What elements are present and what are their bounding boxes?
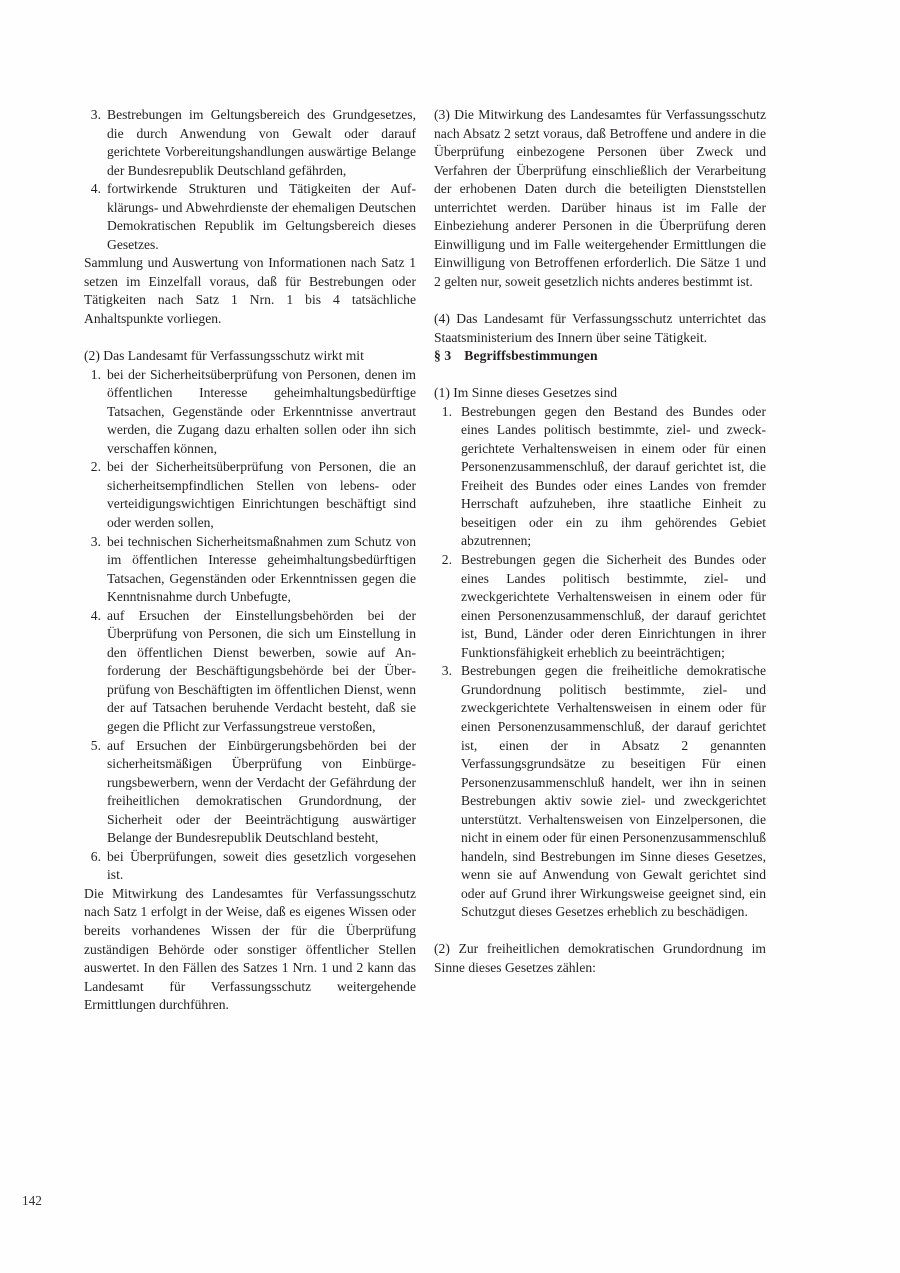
list-item-text: auf Ersuchen der Einbürgerungsbehörden bei der sicherheitsmäßigen Überprüfung von Einbürgerungsbewerbern, wenn der Verdacht der Gefährdung der freiheitlichen demokratischen Grundordnung, der Sicherheit oder der Beeinträchtigung auswärtiger Belange der Bundesrepublik Deutschland besteht,: [107, 737, 416, 846]
list-item-text: bei technischen Sicherheitsmaßnahmen zum Schutz von im öffentlichen Interesse geheimhaltungsbedürftigen Tatsachen, Gegenständen oder Erkenntnissen gegen die Kenntnisnahme durch Unbefugte,: [107, 533, 416, 605]
list-item-number: 6.: [90, 848, 101, 864]
body-paragraph: (3) Die Mitwirkung des Landesamtes für Verfassungsschutz nach Absatz 2 setzt voraus, daß Betroffene und andere in die Überprüfung einbezogene Personen über Zweck und Verfahren der Überprüfung einschließlich der Verarbeitung der erhobenen Daten durch die beteiligten Dienststellen unterrichtet werden. Darüber hinaus ist im Falle der Einbeziehung anderer Personen in die Überprüfung deren Einwilligung und im Falle weitergehender Ermittlungen die Einwilligung von Betroffenen erforderlich. Die Sätze 1 und 2 gelten nur, soweit gesetzlich nichts anderes bestimmt ist.: [434, 107, 766, 289]
body-paragraph: (1) Im Sinne dieses Gesetzes sind: [434, 385, 618, 401]
numbered-list-item: [434, 551, 766, 662]
list-item-number: 1.: [441, 403, 452, 419]
numbered-list-item: [84, 737, 416, 848]
body-paragraph: (2) Das Landesamt für Verfassungsschutz wirkt mit: [84, 348, 364, 364]
numbered-list-item: [84, 106, 416, 180]
body-paragraph: Sammlung und Auswertung von Informationen nach Satz 1 setzen im Einzelfall voraus, daß für Bestrebungen oder Tätigkeiten nach Satz 1 Nrn. 1 bis 4 tatsächliche Anhaltspunkte vorliegen.: [84, 255, 416, 327]
list-item-text: Bestrebungen gegen die Sicherheit des Bundes oder eines Landes politisch bestimmte, ziel- und zweckgerichtete Verhaltensweisen in einem oder für einen Personenzusammenschluß, der darauf gerichtet ist, Bund, Länder oder deren Einrichtungen in ihrer Funktionsfähigkeit erheblich zu beeinträchtigen;: [461, 552, 766, 660]
list-item-text: Bestrebungen gegen den Bestand des Bundes oder eines Landes politisch bestimmte, ziel- und zweckgerichtete Verhaltensweisen in einem oder für einen Personenzusammenschluß, der darauf gerichtet ist, die Freiheit des Bundes oder eines Landes von fremder Herrschaft aufzuheben, ihre staatliche Einheit zu beseitigen oder ein zu ihm gehörendes Gebiet abzutrennen;: [461, 403, 766, 549]
list-item-number: 3.: [90, 107, 101, 122]
list-item-text: bei Überprüfungen, soweit dies gesetzlich vorgesehen ist.: [107, 848, 416, 883]
list-item-number: 1.: [90, 366, 101, 382]
numbered-list-item: [84, 848, 416, 885]
left-text-column: [84, 106, 416, 1146]
section-title: Begriffsbestimmungen: [464, 348, 598, 364]
list-item-text: auf Ersuchen der Einstellungsbehörden bei der Überprüfung von Personen, die sich um Einstellung in den öffentlichen Dienst bewerben, sowie auf Anforderung der Beschäftigungsbehörde bei der Überprüfung von Beschäftigten im öffentlichen Dienst, wenn der auf Tatsachen beruhende Verdacht besteht, daß sie gegen die Pflicht zur Verfassungstreue verstoßen,: [107, 607, 416, 734]
list-item-number: 4.: [90, 181, 101, 197]
numbered-list-item: [434, 662, 766, 922]
list-item-number: 5.: [90, 737, 101, 753]
list-item-number: 2.: [441, 552, 452, 568]
numbered-list-item: [434, 403, 766, 551]
list-item-text: bei der Sicherheitsüberprüfung von Personen, denen im öffentlichen Interesse geheimhaltungsbedürftige Tatsachen, Gegenstände oder Erkenntnisse anvertraut werden, die Zugang dazu erhalten sollen oder ihn sich verschaffen können,: [107, 366, 416, 456]
list-item-text: Bestrebungen im Geltungsbereich des Grundgesetzes, die durch Anwendung von Gewalt oder darauf gerichtete Vorbereitungshandlungen auswärtige Belange der Bundesrepublik Deutschland gefährden,: [107, 107, 416, 178]
list-item-number: 3.: [90, 533, 101, 549]
list-item-number: 4.: [90, 607, 101, 623]
numbered-list-item: [84, 458, 416, 532]
list-item-text: bei der Sicherheitsüberprüfung von Personen, die an sicherheitsempfindlichen Stellen von lebens- oder verteidigungswichtigen Einrichtungen beschäftigt sind oder werden sollen,: [107, 459, 416, 530]
list-item-text: fortwirkende Strukturen und Tätigkeiten der Aufklärungs- und Abwehrdienste der ehemaligen Deutschen Demokratischen Republik im Geltungsbereich dieses Gesetzes.: [107, 181, 416, 252]
section-number: § 3: [434, 348, 452, 364]
right-text-column: [434, 106, 766, 1146]
numbered-list-item: [84, 180, 416, 254]
numbered-list-item: [84, 366, 416, 459]
page-number: 142: [22, 1193, 42, 1208]
numbered-list-item: [84, 607, 416, 737]
body-paragraph: Die Mitwirkung des Landesamtes für Verfassungsschutz nach Satz 1 erfolgt in der Weise, daß es eigenes Wissen oder bereits vorhandenes Wissen der für die Überprüfung zuständigen Behörde oder sonstiger öffentlicher Stellen auswertet. In den Fällen des Satzes 1 Nrn. 1 und 2 kann das Landesamt für Verfassungsschutz weitergehende Ermittlungen durchführen.: [84, 885, 416, 1013]
list-item-number: 2.: [90, 459, 101, 475]
body-paragraph: (4) Das Landesamt für Verfassungsschutz unterrichtet das Staatsministerium des Innern über seine Tätigkeit.: [434, 310, 766, 345]
body-paragraph: (2) Zur freiheitlichen demokratischen Grundordnung im Sinne dieses Gesetzes zählen:: [434, 941, 766, 976]
two-column-body: [84, 106, 780, 1146]
section-heading: [434, 347, 766, 366]
numbered-list-item: [84, 533, 416, 607]
list-item-text: Bestrebungen gegen die freiheitliche demokratische Grundordnung politisch bestimmte, ziel- und zweckgerichtete Verhaltensweisen in einem oder für einen Personenzusammenschluß, der darauf gerichtet ist, einen der in Absatz 2 genannten Verfassungsgrundsätze zu beseitigen Für einen Personenzusammenschluß handelt, wer ihn in seinen Bestrebungen aktiv sowie ziel- und zweckgerichtet unterstützt. Verhaltensweisen von Einzelpersonen, die nicht in einem oder für einen Personenzusammenschluß handeln, sind Bestrebungen im Sinne dieses Gesetzes, wenn sie auf Anwendung von Gewalt gerichtet sind oder auf Grund ihrer Wirkungsweise geeignet sind, ein Schutzgut dieses Gesetzes erheblich zu beschädigen.: [461, 663, 766, 920]
list-item-number: 3.: [441, 663, 452, 679]
